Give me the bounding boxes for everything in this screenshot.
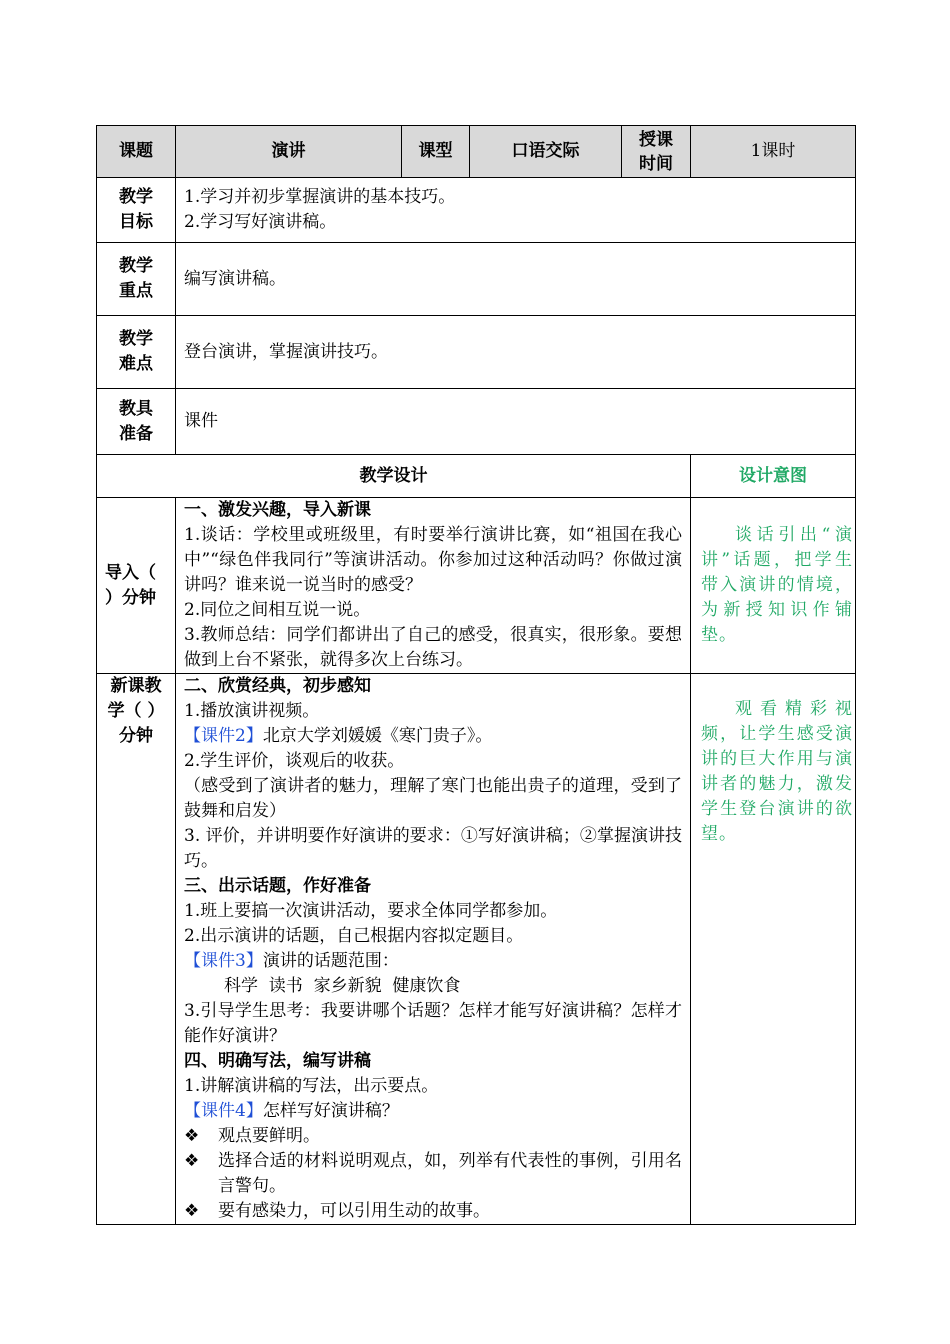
diamond-bullet-icon: ❖ <box>184 1151 200 1171</box>
lesson-line: 1.播放演讲视频。 <box>184 701 320 721</box>
lesson-content <box>176 674 691 1225</box>
intro-line: 1.谈话：学校里或班级里，有时要举行演讲比赛，如“祖国在我心中”“绿色伴我同行”等演讲活动。你参加过这种活动吗？你做过演讲吗？谁来说一说当时的感受？ <box>184 525 682 595</box>
intent-header: 设计意图 <box>691 455 856 498</box>
type-value: 口语交际 <box>470 126 622 178</box>
bullet-text: 要有感染力，可以引用生动的故事。 <box>218 1201 490 1221</box>
bullet-text: 观点要鲜明。 <box>218 1126 320 1146</box>
lesson-plan <box>96 125 855 1225</box>
intro-line: 3.教师总结：同学们都讲出了自己的感受，很真实，很形象。要想做到上台不紧张，就得多次上台练习。 <box>184 625 682 670</box>
lesson-label: 新课教学（ ）分钟 <box>97 674 176 1225</box>
difficulty-row <box>97 316 856 389</box>
tools-row <box>97 389 856 455</box>
lesson-line <box>184 724 682 749</box>
lesson-plan-table <box>96 125 856 1225</box>
bullet-item <box>184 1199 682 1224</box>
lesson-line <box>184 949 682 974</box>
lesson-line: 1.讲解演讲稿的写法，出示要点。 <box>184 1076 439 1096</box>
key-content: 编写演讲稿。 <box>176 243 856 316</box>
key-label: 教学重点 <box>97 243 176 316</box>
lesson-intent: 观看精彩视频，让学生感受演讲的巨大作用与演讲者的魅力，激发学生登台演讲的欲望。 <box>691 674 856 1225</box>
bullet-item <box>184 1149 682 1199</box>
lesson-line: （感受到了演讲者的魅力，理解了寒门也能出贵子的道理，受到了鼓舞和启发） <box>184 776 682 821</box>
intro-row <box>97 498 856 674</box>
lesson-line: 2.学生评价，谈观后的收获。 <box>184 751 405 771</box>
intro-label: 导入（ ）分钟 <box>97 498 176 674</box>
goal-line: 2.学习写好演讲稿。 <box>184 212 337 232</box>
intro-intent: 谈话引出“演讲”话题，把学生带入演讲的情境，为新授知识作铺垫。 <box>691 498 856 674</box>
lesson-line: 3.引导学生思考：我要讲哪个话题？怎样才能写好演讲稿？怎样才能作好演讲？ <box>184 1001 682 1046</box>
section-3-title: 三、出示话题，作好准备 <box>184 876 371 896</box>
lesson-text: 怎样写好演讲稿？ <box>262 1101 399 1121</box>
time-value: 1课时 <box>691 126 856 178</box>
design-header: 教学设计 <box>97 455 691 498</box>
lesson-line: 3. 评价，并讲明要作好演讲的要求：①写好演讲稿；②掌握演讲技巧。 <box>184 826 682 871</box>
goal-line: 1.学习并初步掌握演讲的基本技巧。 <box>184 187 456 207</box>
lesson-line <box>184 1099 682 1124</box>
courseware-tag: 【课件4】 <box>184 1101 263 1121</box>
topic-label: 课题 <box>97 126 176 178</box>
goal-content <box>176 178 856 243</box>
type-label: 课型 <box>402 126 470 178</box>
topic-value: 演讲 <box>176 126 402 178</box>
header-row <box>97 126 856 178</box>
courseware-tag: 【课件3】 <box>184 951 263 971</box>
lesson-text: 演讲的话题范围： <box>262 951 399 971</box>
bullet-text: 选择合适的材料说明观点，如，列举有代表性的事例，引用名言警句。 <box>218 1151 682 1196</box>
lesson-row <box>97 674 856 1225</box>
courseware-tag: 【课件2】 <box>184 726 263 746</box>
lesson-text: 北京大学刘媛媛《寒门贵子》。 <box>262 726 493 746</box>
tools-content: 课件 <box>176 389 856 455</box>
topic-list: 科学 读书 家乡新貌 健康饮食 <box>224 976 461 996</box>
design-header-row <box>97 455 856 498</box>
time-label: 授课时间 <box>622 126 691 178</box>
goal-label: 教学目标 <box>97 178 176 243</box>
lesson-line: 2.出示演讲的话题，自己根据内容拟定题目。 <box>184 926 524 946</box>
difficulty-label: 教学难点 <box>97 316 176 389</box>
lesson-line: 1.班上要搞一次演讲活动，要求全体同学都参加。 <box>184 901 558 921</box>
section-4-title: 四、明确写法，编写讲稿 <box>184 1051 371 1071</box>
bullet-item <box>184 1124 682 1149</box>
diamond-bullet-icon: ❖ <box>184 1126 200 1146</box>
tools-label: 教具准备 <box>97 389 176 455</box>
diamond-bullet-icon: ❖ <box>184 1201 200 1221</box>
difficulty-content: 登台演讲，掌握演讲技巧。 <box>176 316 856 389</box>
intro-content <box>176 498 691 674</box>
key-row <box>97 243 856 316</box>
goal-row <box>97 178 856 243</box>
section-2-title: 二、欣赏经典，初步感知 <box>184 676 371 696</box>
intro-line: 2.同位之间相互说一说。 <box>184 600 371 620</box>
intro-title: 一、激发兴趣，导入新课 <box>184 500 371 520</box>
